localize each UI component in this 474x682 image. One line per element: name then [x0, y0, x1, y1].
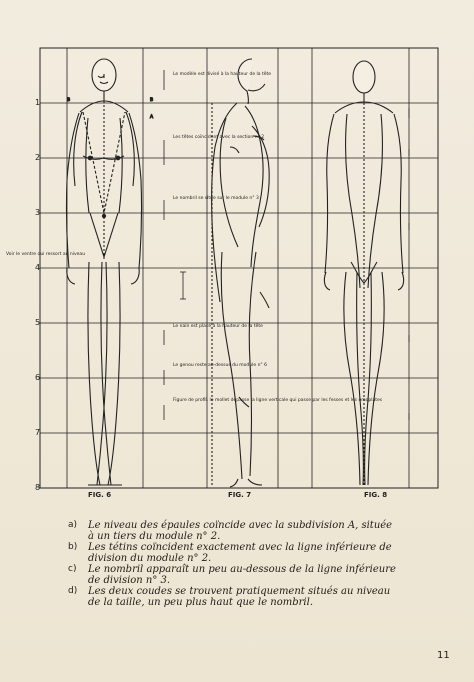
- caption-item-d: [68, 586, 398, 608]
- figure-6-front-view: [66, 59, 154, 485]
- letter-b-right: B: [150, 98, 154, 103]
- module-number-1: 1: [35, 98, 41, 107]
- caption-item-a: [68, 520, 398, 542]
- annotation-4: Le nain est placé à la hauteur de la tête: [173, 324, 263, 329]
- module-number-5: 5: [35, 318, 41, 327]
- page-number: 11: [437, 650, 450, 661]
- figure-7-profile-view: [212, 59, 270, 487]
- figure-8-back-view: [324, 61, 403, 485]
- left-side-note: Voir le ventre qui ressort au niveau: [6, 252, 86, 257]
- caption-text-b: Les tétins coïncident exactement avec la ligne inférieure de division du module n° 2.: [88, 542, 392, 564]
- caption-item-b: [68, 542, 398, 564]
- letter-b-left: B: [67, 98, 71, 103]
- module-number-4: 4: [35, 263, 41, 272]
- module-number-6: 6: [35, 373, 41, 382]
- module-number-3: 3: [35, 208, 41, 217]
- figure-label-8: FIG. 8: [364, 491, 388, 499]
- caption-text-d: Les deux coudes se trouvent pratiquement situés au niveau de la taille, un peu plus haut que le nombril.: [88, 586, 391, 608]
- module-number-8: 8: [35, 483, 41, 492]
- caption-key-b: b): [68, 542, 78, 552]
- caption-list: [68, 520, 398, 608]
- caption-key-a: a): [68, 520, 78, 530]
- figure-label-6: FIG. 6: [88, 491, 112, 499]
- letter-a: A: [150, 115, 154, 120]
- caption-key-d: d): [68, 586, 78, 596]
- annotation-2: Les têtes coïncident avec la section n° 2: [173, 135, 265, 140]
- module-numbers: [35, 98, 40, 492]
- annotation-1: Le modèle est divisé à la hauteur de la tête: [173, 72, 272, 77]
- annotation-3: Le nombril se situe sur le module n° 3: [173, 196, 259, 201]
- module-number-2: 2: [35, 153, 41, 162]
- module-number-7: 7: [35, 428, 41, 437]
- annotation-5: Le genou reste au-dessus du module n° 6: [173, 363, 267, 368]
- caption-key-c: c): [68, 564, 77, 574]
- caption-text-c: Le nombril apparaît un peu au-dessous de la ligne inférieure de division n° 3.: [88, 564, 396, 586]
- caption-text-a: Le niveau des épaules coïncide avec la subdivision A, située à un tiers du module n° 2.: [88, 520, 393, 542]
- caption-item-c: [68, 564, 398, 586]
- figure-label-7: FIG. 7: [228, 491, 252, 499]
- annotation-6: Figure de profil, le mollet dépasse la ligne verticale qui passe par les fesses et les omoplates: [173, 398, 383, 403]
